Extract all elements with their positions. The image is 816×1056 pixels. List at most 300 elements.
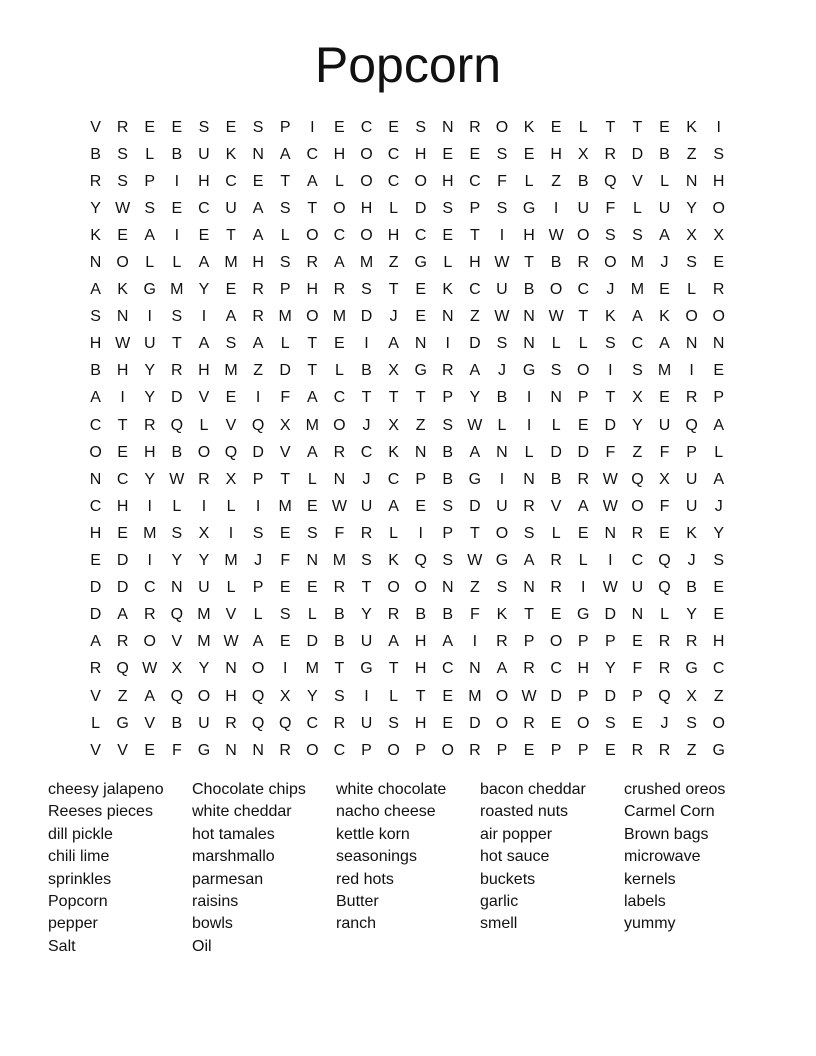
grid-letter[interactable]: A [117,606,128,624]
grid-letter[interactable]: A [659,226,670,244]
grid-letter[interactable]: S [604,226,616,244]
grid-letter[interactable]: Z [253,362,263,380]
grid-letter[interactable]: Z [551,172,562,190]
grid-letter[interactable]: N [252,741,264,759]
grid-letter[interactable]: W [115,199,131,217]
grid-letter[interactable]: E [550,714,562,732]
grid-letter[interactable]: S [415,118,426,136]
grid-letter[interactable]: H [116,497,129,515]
grid-letter[interactable]: K [659,308,670,326]
grid-letter[interactable]: B [550,254,562,272]
grid-letter[interactable]: O [577,226,590,244]
grid-letter[interactable]: S [496,145,508,163]
grid-letter[interactable]: Q [251,416,265,434]
grid-letter[interactable]: M [224,254,238,272]
grid-letter[interactable]: O [116,254,129,272]
grid-letter[interactable]: P [252,579,264,597]
grid-letter[interactable]: O [712,714,725,732]
grid-letter[interactable]: U [198,145,210,163]
grid-letter[interactable]: J [254,552,263,570]
grid-letter[interactable]: C [577,281,590,299]
grid-letter[interactable]: H [143,443,156,461]
grid-letter[interactable]: U [658,416,671,434]
grid-letter[interactable]: A [713,470,725,488]
grid-letter[interactable]: F [497,172,507,190]
grid-letter[interactable]: Q [658,552,671,570]
grid-letter[interactable]: W [142,660,158,678]
grid-letter[interactable]: Q [170,606,184,624]
grid-letter[interactable]: G [116,714,129,732]
grid-letter[interactable]: A [306,172,318,190]
grid-letter[interactable]: N [469,660,481,678]
grid-letter[interactable]: P [442,524,454,542]
grid-letter[interactable]: A [198,335,210,353]
grid-letter[interactable]: R [523,497,535,515]
grid-letter[interactable]: V [279,443,291,461]
grid-letter[interactable]: Z [469,579,480,597]
grid-letter[interactable]: F [334,524,345,542]
grid-letter[interactable]: E [713,362,725,380]
grid-letter[interactable]: W [331,497,347,515]
grid-letter[interactable]: S [442,497,454,515]
grid-letter[interactable]: R [523,714,535,732]
grid-letter[interactable]: P [577,687,589,705]
grid-letter[interactable]: C [387,470,400,488]
grid-letter[interactable]: S [632,226,643,244]
grid-letter[interactable]: I [120,389,125,407]
grid-letter[interactable]: N [333,470,346,488]
grid-letter[interactable]: T [469,226,480,244]
grid-letter[interactable]: K [496,606,508,624]
grid-letter[interactable]: A [577,497,589,515]
grid-letter[interactable]: D [116,552,129,570]
grid-letter[interactable]: O [360,145,373,163]
grid-letter[interactable]: E [442,714,454,732]
grid-letter[interactable]: D [469,335,481,353]
grid-letter[interactable]: I [689,362,694,380]
grid-letter[interactable]: A [659,335,670,353]
grid-letter[interactable]: W [548,308,564,326]
grid-letter[interactable]: R [89,660,102,678]
grid-letter[interactable]: R [685,389,698,407]
grid-letter[interactable]: O [577,714,590,732]
grid-letter[interactable]: H [252,254,264,272]
grid-letter[interactable]: G [522,362,536,380]
grid-letter[interactable]: O [143,633,156,651]
grid-letter[interactable]: M [305,660,319,678]
grid-letter[interactable]: L [524,172,534,190]
grid-letter[interactable]: W [467,416,483,434]
grid-letter[interactable]: H [360,199,373,217]
grid-letter[interactable]: S [686,254,697,272]
grid-letter[interactable]: D [279,362,291,380]
grid-letter[interactable]: R [116,633,129,651]
grid-letter[interactable]: H [198,362,210,380]
grid-letter[interactable]: R [333,443,346,461]
grid-letter[interactable]: D [252,443,264,461]
grid-letter[interactable]: B [334,606,345,624]
grid-letter[interactable]: C [469,281,481,299]
grid-letter[interactable]: C [333,226,346,244]
grid-letter[interactable]: I [608,362,613,380]
grid-letter[interactable]: E [144,741,156,759]
grid-letter[interactable]: G [143,281,156,299]
grid-letter[interactable]: C [631,335,644,353]
grid-letter[interactable]: T [361,389,372,407]
grid-letter[interactable]: O [89,443,102,461]
grid-letter[interactable]: C [414,226,427,244]
grid-letter[interactable]: D [469,497,481,515]
grid-letter[interactable]: H [712,172,725,190]
grid-letter[interactable]: R [252,281,264,299]
grid-letter[interactable]: A [496,660,508,678]
grid-letter[interactable]: E [442,687,454,705]
grid-letter[interactable]: Q [278,714,292,732]
grid-letter[interactable]: Z [713,687,724,705]
grid-letter[interactable]: T [307,362,318,380]
grid-letter[interactable]: M [170,281,184,299]
grid-letter[interactable]: C [143,579,156,597]
grid-letter[interactable]: O [414,172,427,190]
grid-letter[interactable]: U [685,470,698,488]
grid-letter[interactable]: F [469,606,480,624]
grid-letter[interactable]: A [713,416,725,434]
grid-letter[interactable]: S [713,552,725,570]
grid-letter[interactable]: R [685,633,698,651]
grid-letter[interactable]: V [144,714,156,732]
grid-letter[interactable]: G [495,552,509,570]
grid-letter[interactable]: O [333,199,346,217]
grid-letter[interactable]: I [201,497,207,515]
grid-letter[interactable]: W [115,335,131,353]
grid-letter[interactable]: H [414,633,427,651]
grid-letter[interactable]: A [469,362,481,380]
grid-letter[interactable]: L [226,579,236,597]
grid-letter[interactable]: R [550,579,562,597]
grid-letter[interactable]: H [712,633,725,651]
grid-letter[interactable]: I [499,470,505,488]
grid-letter[interactable]: D [604,687,617,705]
grid-letter[interactable]: U [496,497,508,515]
grid-letter[interactable]: A [252,226,264,244]
grid-letter[interactable]: M [197,606,211,624]
grid-letter[interactable]: G [414,362,427,380]
grid-letter[interactable]: D [89,579,102,597]
grid-letter[interactable]: P [252,470,264,488]
grid-letter[interactable]: R [469,741,481,759]
grid-letter[interactable]: R [469,118,481,136]
grid-letter[interactable]: M [630,254,645,272]
grid-letter[interactable]: Z [632,443,643,461]
grid-letter[interactable]: E [632,714,643,732]
grid-letter[interactable]: X [388,416,399,434]
grid-letter[interactable]: E [225,389,237,407]
grid-letter[interactable]: A [388,497,399,515]
grid-letter[interactable]: M [468,687,482,705]
grid-letter[interactable]: I [364,687,369,705]
grid-letter[interactable]: G [577,606,590,624]
grid-letter[interactable]: U [225,199,237,217]
grid-letter[interactable]: E [713,579,725,597]
grid-letter[interactable]: E [279,524,291,542]
grid-letter[interactable]: S [713,145,725,163]
grid-letter[interactable]: B [171,443,183,461]
grid-letter[interactable]: G [522,199,536,217]
grid-letter[interactable]: Z [117,687,128,705]
grid-letter[interactable]: Q [604,172,617,190]
grid-letter[interactable]: H [414,660,427,678]
grid-letter[interactable]: I [581,579,586,597]
grid-letter[interactable]: Y [469,389,481,407]
grid-letter[interactable]: E [334,118,345,136]
grid-letter[interactable]: U [143,335,156,353]
grid-letter[interactable]: O [631,497,644,515]
grid-letter[interactable]: D [577,443,590,461]
grid-letter[interactable]: X [279,416,291,434]
grid-letter[interactable]: K [90,226,101,244]
grid-letter[interactable]: N [441,308,454,326]
grid-letter[interactable]: Q [116,660,129,678]
grid-letter[interactable]: T [334,660,345,678]
grid-letter[interactable]: W [223,633,239,651]
grid-letter[interactable]: D [116,579,129,597]
grid-letter[interactable]: M [657,362,672,380]
grid-letter[interactable]: L [307,606,317,624]
grid-letter[interactable]: P [577,633,589,651]
grid-letter[interactable]: U [577,199,590,217]
grid-letter[interactable]: T [226,226,236,244]
grid-letter[interactable]: E [306,579,318,597]
grid-letter[interactable]: C [306,145,319,163]
grid-letter[interactable]: T [117,416,128,434]
grid-letter[interactable]: S [144,199,156,217]
grid-letter[interactable]: S [361,552,372,570]
grid-letter[interactable]: V [90,741,101,759]
grid-letter[interactable]: X [713,226,725,244]
grid-letter[interactable]: N [441,579,454,597]
grid-letter[interactable]: L [660,606,669,624]
grid-letter[interactable]: B [171,714,183,732]
grid-letter[interactable]: V [171,633,183,651]
grid-letter[interactable]: P [279,281,291,299]
grid-letter[interactable]: D [89,606,102,624]
grid-letter[interactable]: L [551,416,561,434]
grid-letter[interactable]: B [415,606,426,624]
grid-letter[interactable]: F [659,497,670,515]
grid-letter[interactable]: A [523,552,535,570]
grid-letter[interactable]: Y [632,416,643,434]
grid-letter[interactable]: R [333,281,346,299]
grid-letter[interactable]: I [228,524,234,542]
grid-letter[interactable]: P [577,389,589,407]
grid-letter[interactable]: W [169,470,185,488]
grid-letter[interactable]: B [686,579,697,597]
grid-letter[interactable]: W [602,579,618,597]
grid-letter[interactable]: E [550,118,562,136]
grid-letter[interactable]: I [174,172,180,190]
grid-letter[interactable]: B [659,145,670,163]
grid-letter[interactable]: O [360,172,373,190]
grid-letter[interactable]: N [712,335,725,353]
grid-letter[interactable]: C [631,552,644,570]
grid-letter[interactable]: L [280,226,290,244]
grid-letter[interactable]: O [197,687,211,705]
grid-letter[interactable]: V [225,416,237,434]
grid-letter[interactable]: X [171,660,183,678]
grid-letter[interactable]: K [604,308,616,326]
grid-letter[interactable]: M [305,416,319,434]
grid-letter[interactable]: U [685,497,698,515]
grid-letter[interactable]: I [499,226,505,244]
grid-letter[interactable]: Y [144,470,156,488]
grid-letter[interactable]: X [686,226,697,244]
grid-letter[interactable]: L [389,687,399,705]
grid-letter[interactable]: R [658,660,671,678]
grid-letter[interactable]: L [145,145,155,163]
grid-letter[interactable]: L [524,443,534,461]
grid-letter[interactable]: K [686,524,697,542]
grid-letter[interactable]: L [334,172,344,190]
grid-letter[interactable]: L [551,335,561,353]
grid-letter[interactable]: Q [251,687,265,705]
grid-letter[interactable]: N [225,741,237,759]
grid-letter[interactable]: A [388,633,399,651]
grid-letter[interactable]: A [306,389,318,407]
grid-letter[interactable]: R [577,470,590,488]
grid-letter[interactable]: C [333,389,346,407]
grid-letter[interactable]: E [198,226,210,244]
grid-letter[interactable]: Y [144,362,156,380]
grid-letter[interactable]: L [551,524,561,542]
grid-letter[interactable]: F [605,443,616,461]
grid-letter[interactable]: O [306,226,319,244]
grid-letter[interactable]: W [494,254,510,272]
grid-letter[interactable]: E [117,226,128,244]
grid-letter[interactable]: A [90,281,101,299]
grid-letter[interactable]: T [578,308,589,326]
grid-letter[interactable]: A [469,443,481,461]
grid-letter[interactable]: I [418,524,423,542]
grid-letter[interactable]: Q [170,416,184,434]
grid-letter[interactable]: E [442,145,454,163]
grid-letter[interactable]: E [388,118,399,136]
grid-letter[interactable]: R [604,145,617,163]
grid-letter[interactable]: S [388,714,399,732]
grid-letter[interactable]: N [225,660,237,678]
grid-letter[interactable]: I [526,416,532,434]
grid-letter[interactable]: J [606,281,615,299]
grid-letter[interactable]: G [197,741,211,759]
grid-letter[interactable]: O [387,579,400,597]
grid-letter[interactable]: T [605,118,616,136]
grid-letter[interactable]: C [333,741,346,759]
grid-letter[interactable]: D [604,416,617,434]
grid-letter[interactable]: O [495,714,509,732]
grid-letter[interactable]: A [252,335,264,353]
grid-letter[interactable]: F [171,741,182,759]
grid-letter[interactable]: B [442,443,454,461]
grid-letter[interactable]: W [521,687,537,705]
grid-letter[interactable]: E [523,145,535,163]
grid-letter[interactable]: E [279,579,291,597]
grid-letter[interactable]: R [252,308,264,326]
grid-letter[interactable]: T [469,524,480,542]
grid-letter[interactable]: P [144,172,156,190]
grid-letter[interactable]: L [253,606,263,624]
grid-letter[interactable]: A [306,443,318,461]
grid-letter[interactable]: H [414,145,427,163]
grid-letter[interactable]: L [687,281,697,299]
grid-letter[interactable]: D [550,443,562,461]
grid-letter[interactable]: B [496,389,508,407]
grid-letter[interactable]: D [604,606,617,624]
grid-letter[interactable]: B [577,172,589,190]
grid-letter[interactable]: Q [251,714,265,732]
grid-letter[interactable]: B [361,362,372,380]
grid-letter[interactable]: S [117,145,128,163]
grid-letter[interactable]: S [442,199,454,217]
grid-letter[interactable]: R [198,470,210,488]
grid-letter[interactable]: K [388,443,399,461]
grid-letter[interactable]: S [334,687,345,705]
grid-letter[interactable]: Y [90,199,101,217]
grid-letter[interactable]: J [497,362,506,380]
grid-letter[interactable]: E [523,741,535,759]
grid-letter[interactable]: E [171,118,183,136]
grid-letter[interactable]: V [632,172,643,190]
grid-letter[interactable]: S [496,335,508,353]
grid-letter[interactable]: H [89,335,102,353]
grid-letter[interactable]: I [526,389,532,407]
grid-letter[interactable]: A [334,254,345,272]
grid-letter[interactable]: O [577,362,590,380]
grid-letter[interactable]: B [523,281,535,299]
grid-letter[interactable]: O [306,308,319,326]
grid-letter[interactable]: H [550,145,562,163]
grid-letter[interactable]: I [174,226,180,244]
grid-letter[interactable]: O [712,308,725,326]
grid-letter[interactable]: L [280,335,290,353]
grid-letter[interactable]: E [225,281,237,299]
grid-letter[interactable]: C [441,660,454,678]
grid-letter[interactable]: X [198,524,210,542]
grid-letter[interactable]: X [279,687,291,705]
grid-letter[interactable]: M [630,281,645,299]
grid-letter[interactable]: V [225,606,237,624]
grid-letter[interactable]: D [469,714,481,732]
grid-letter[interactable]: E [252,172,264,190]
grid-letter[interactable]: X [686,687,697,705]
grid-letter[interactable]: S [523,524,535,542]
grid-letter[interactable]: V [90,118,101,136]
grid-letter[interactable]: I [472,633,478,651]
grid-letter[interactable]: Z [469,308,480,326]
grid-letter[interactable]: U [198,579,210,597]
grid-letter[interactable]: E [632,633,643,651]
grid-letter[interactable]: S [171,524,183,542]
grid-letter[interactable]: R [712,281,725,299]
grid-letter[interactable]: O [495,687,509,705]
grid-letter[interactable]: D [631,145,644,163]
grid-letter[interactable]: E [306,497,318,515]
grid-letter[interactable]: G [712,741,725,759]
grid-letter[interactable]: U [360,633,373,651]
grid-letter[interactable]: L [145,254,155,272]
grid-letter[interactable]: N [441,118,454,136]
grid-letter[interactable]: N [306,552,319,570]
grid-letter[interactable]: Y [361,606,372,624]
grid-letter[interactable]: Y [198,281,210,299]
